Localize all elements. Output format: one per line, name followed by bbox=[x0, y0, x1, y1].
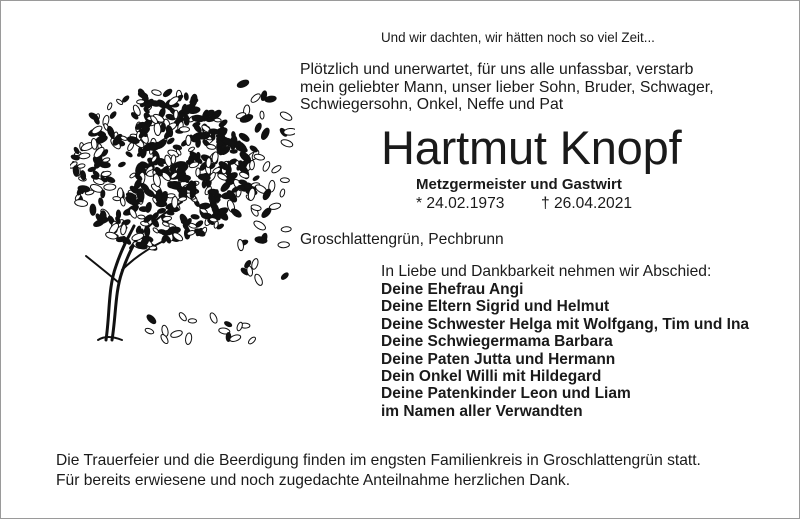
leaf-shape bbox=[138, 91, 149, 99]
family-member: Deine Paten Jutta und Hermann bbox=[381, 350, 616, 368]
leaf-shape bbox=[250, 92, 262, 104]
leaf-shape bbox=[249, 160, 254, 170]
leaf-shape bbox=[172, 196, 178, 208]
leaf-shape bbox=[280, 138, 294, 148]
leaf-shape bbox=[279, 110, 293, 122]
leaf-shape bbox=[161, 123, 166, 132]
leaf-shape bbox=[162, 88, 173, 98]
leaf-shape bbox=[208, 189, 219, 195]
leaf-shape bbox=[199, 203, 210, 210]
family-member: Deine Patenkinder Leon und Liam bbox=[381, 385, 631, 403]
leaf-shape bbox=[184, 115, 190, 126]
leaf-shape bbox=[214, 118, 221, 122]
family-member: Deine Eltern Sigrid und Helmut bbox=[381, 298, 610, 316]
intro-line: Plötzlich und unerwartet, für uns alle unfassbar, verstarb bbox=[300, 61, 694, 78]
leaf-shape bbox=[202, 180, 206, 188]
windblown-tree-illustration bbox=[70, 78, 295, 348]
leaf-shape bbox=[98, 198, 104, 207]
profession-text: Metzgermeister und Gastwirt bbox=[416, 176, 622, 193]
motto-text: Und wir dachten, wir hätten noch so viel Zeit... bbox=[381, 30, 655, 45]
leaf-shape bbox=[151, 89, 162, 96]
leaf-shape bbox=[116, 210, 120, 219]
leaf-shape bbox=[260, 207, 272, 219]
farewell-text: In Liebe und Dankbarkeit nehmen wir Abschied: bbox=[381, 263, 712, 280]
leaf-shape bbox=[178, 311, 188, 322]
death-date: † 26.04.2021 bbox=[541, 195, 633, 212]
leaf-shape bbox=[139, 207, 148, 212]
intro-line: mein geliebter Mann, unser lieber Sohn, Bruder, Schwager, bbox=[300, 78, 714, 96]
leaf-shape bbox=[74, 199, 88, 207]
leaf-shape bbox=[73, 166, 79, 177]
leaf-shape bbox=[236, 79, 249, 89]
place-text: Groschlattengrün, Pechbrunn bbox=[300, 231, 504, 248]
leaf-shape bbox=[211, 133, 215, 140]
leaf-shape bbox=[137, 215, 145, 219]
leaf-shape bbox=[230, 150, 237, 154]
footer-line: Die Trauerfeier und die Beerdigung finden im engsten Familienkreis in Groschlattengrün statt. bbox=[56, 452, 701, 469]
leaf-shape bbox=[254, 122, 262, 133]
leaf-shape bbox=[170, 329, 183, 338]
leaf-shape bbox=[144, 327, 154, 335]
leaf-shape bbox=[230, 207, 243, 218]
leaf-shape bbox=[125, 151, 133, 158]
leaf-shape bbox=[279, 188, 285, 197]
leaf-shape bbox=[278, 242, 290, 248]
leaf-shape bbox=[107, 102, 113, 110]
leaf-shape bbox=[206, 144, 216, 150]
leaf-shape bbox=[122, 95, 130, 103]
family-member: Dein Onkel Willi mit Hildegard bbox=[381, 368, 602, 386]
leaf-shape bbox=[90, 204, 96, 215]
leaf-shape bbox=[249, 145, 258, 153]
leaf-shape bbox=[136, 100, 144, 105]
intro-line: Schwiegersohn, Onkel, Neffe und Pat bbox=[300, 96, 564, 114]
leaf-shape bbox=[271, 164, 283, 174]
leaf-shape bbox=[173, 110, 178, 119]
birth-date: * 24.02.1973 bbox=[416, 195, 505, 212]
leaf-shape bbox=[247, 336, 256, 345]
leaf-shape bbox=[109, 111, 117, 120]
leaf-shape bbox=[179, 127, 189, 132]
leaf-shape bbox=[281, 226, 291, 232]
leaf-shape bbox=[280, 178, 289, 183]
leaf-shape bbox=[210, 202, 220, 215]
leaf-shape bbox=[191, 214, 200, 219]
family-member: Deine Schwester Helga mit Wolfgang, Tim und Ina bbox=[381, 315, 750, 333]
leaf-shape bbox=[260, 111, 265, 119]
leaf-shape bbox=[252, 219, 267, 231]
leaf-shape bbox=[144, 226, 150, 236]
leaf-shape bbox=[253, 273, 264, 286]
leaf-shape bbox=[190, 94, 198, 107]
leaf-shape bbox=[224, 321, 233, 328]
leaf-shape bbox=[283, 128, 295, 136]
leaf-shape bbox=[104, 184, 116, 191]
leaf-shape bbox=[113, 196, 121, 201]
leaf-shape bbox=[280, 272, 289, 281]
intro-paragraph bbox=[300, 61, 714, 114]
leaf-shape bbox=[186, 135, 191, 145]
leaf-shape bbox=[190, 184, 196, 196]
family-list bbox=[381, 281, 749, 420]
leaf-shape bbox=[118, 161, 126, 167]
leaf-shape bbox=[101, 190, 106, 198]
leaf-shape bbox=[206, 157, 212, 167]
leaf-shape bbox=[76, 188, 82, 196]
footer-text bbox=[56, 451, 701, 490]
leaf-shape bbox=[188, 319, 196, 323]
footer-line: Für bereits erwiesene und noch zugedachte Anteilnahme herzlichen Dank. bbox=[56, 471, 571, 489]
leaf-shape bbox=[99, 162, 110, 169]
leaf-shape bbox=[252, 175, 260, 182]
tree-leaves bbox=[70, 79, 295, 345]
leaf-shape bbox=[209, 312, 219, 324]
leaf-shape bbox=[179, 213, 190, 226]
family-member: im Namen aller Verwandten bbox=[381, 402, 583, 420]
leaf-shape bbox=[171, 155, 176, 164]
deceased-name: Hartmut Knopf bbox=[381, 121, 682, 174]
leaf-shape bbox=[185, 333, 193, 345]
family-member: Deine Schwiegermama Barbara bbox=[381, 333, 613, 351]
leaf-shape bbox=[260, 127, 271, 141]
leaf-shape bbox=[262, 161, 271, 173]
leaf-shape bbox=[106, 125, 115, 137]
leaf-shape bbox=[236, 322, 243, 332]
leaf-shape bbox=[146, 313, 158, 325]
leaf-shape bbox=[184, 93, 189, 101]
family-member: Deine Ehefrau Angi bbox=[381, 281, 524, 298]
